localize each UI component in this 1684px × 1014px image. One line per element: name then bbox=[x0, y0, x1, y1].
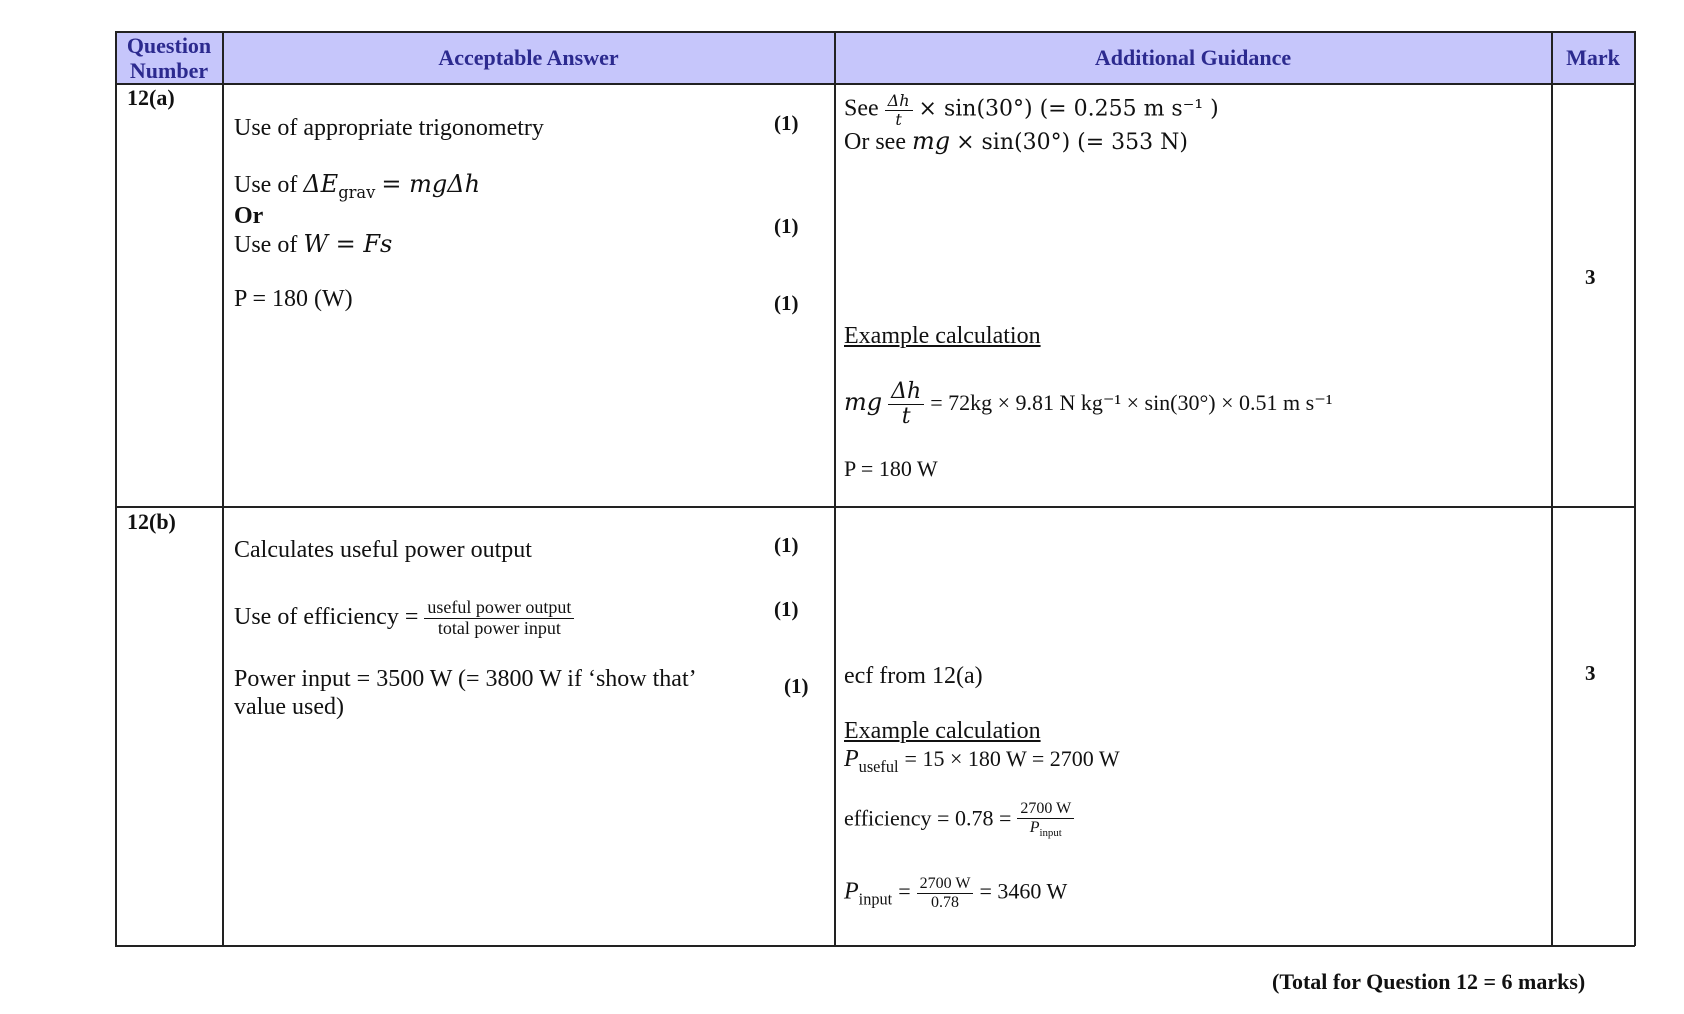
answer-12b-mark-2: (1) bbox=[774, 597, 799, 621]
guidance-12b-eff-num: 2700 W bbox=[1017, 800, 1074, 819]
table-header-divider bbox=[115, 83, 1635, 85]
guidance-12b-eff-lhs: efficiency = 0.78 = bbox=[844, 805, 1012, 831]
header-mark-label: Mark bbox=[1566, 44, 1620, 70]
guidance-12b-eff-den-sub: input bbox=[1039, 826, 1062, 839]
column-divider-1 bbox=[222, 31, 224, 946]
answer-12a-power: P = 180 (W) bbox=[234, 286, 353, 312]
table-border-top bbox=[115, 31, 1635, 33]
guidance-12b-efficiency bbox=[844, 800, 1074, 840]
column-divider-2 bbox=[834, 31, 836, 946]
guidance-12a-example-heading: Example calculation bbox=[844, 323, 1041, 349]
answer-12a-mark-2: (1) bbox=[774, 214, 799, 238]
guidance-12a-calc-rhs: = 72kg × 9.81 N kg⁻¹ × sin(30°) × 0.51 m s⁻¹ bbox=[930, 390, 1333, 416]
guidance-12a-calc-frac-num: Δh bbox=[888, 380, 924, 405]
guidance-12b-input-num: 2700 W bbox=[917, 875, 974, 894]
answer-12a-or: Or bbox=[234, 203, 264, 229]
table-border-left bbox=[115, 31, 117, 946]
guidance-12a-calculation bbox=[844, 380, 1332, 429]
header-acceptable-answer-label: Acceptable Answer bbox=[438, 44, 619, 70]
answer-12a-delta-e: ΔE bbox=[303, 170, 339, 198]
guidance-12b-useful-sub: useful bbox=[858, 756, 899, 776]
guidance-12a-calc-fraction bbox=[888, 380, 924, 429]
guidance-12b-example-heading: Example calculation bbox=[844, 718, 1041, 744]
guidance-12b-input-eq: = bbox=[898, 878, 911, 904]
answer-12b-frac-den: total power input bbox=[437, 617, 561, 638]
guidance-12a-calc-frac-den: t bbox=[901, 404, 911, 430]
guidance-12a-result: P = 180 W bbox=[844, 456, 938, 481]
answer-12b-power-input-line2: value used) bbox=[234, 694, 344, 720]
answer-12b-efficiency-label: Use of efficiency = bbox=[234, 603, 419, 630]
answer-12a-mark-3: (1) bbox=[774, 291, 799, 315]
guidance-12a-or-see-mg: mg bbox=[911, 127, 951, 155]
header-additional-guidance-label: Additional Guidance bbox=[1094, 44, 1292, 70]
answer-12b-power-input-line1: Power input = 3500 W (= 3800 W if ‘show that’ bbox=[234, 666, 697, 692]
answer-12a-mgdh: = mgΔh bbox=[381, 170, 481, 198]
guidance-12b-input bbox=[844, 875, 1067, 913]
answer-12b-useful-power: Calculates useful power output bbox=[234, 537, 532, 563]
guidance-12a-or-see-rest: × sin(30°) (= 353 N) bbox=[956, 130, 1188, 155]
guidance-12b-ecf: ecf from 12(a) bbox=[844, 663, 983, 689]
guidance-12a-see-label: See bbox=[844, 95, 879, 122]
guidance-12b-useful-rhs: = 15 × 180 W = 2700 W bbox=[904, 746, 1120, 771]
guidance-12b-input-den: 0.78 bbox=[931, 893, 960, 911]
guidance-12b-useful bbox=[844, 745, 1120, 781]
header-acceptable-answer bbox=[223, 32, 834, 83]
guidance-12a-or-see bbox=[844, 127, 1188, 157]
total-mark-12a: 3 bbox=[1585, 265, 1596, 289]
answer-12a-use-of-label-2: Use of bbox=[234, 232, 298, 258]
guidance-12b-input-p: P bbox=[844, 878, 859, 905]
guidance-12a-see-frac-den: t bbox=[895, 109, 902, 129]
total-mark-12b: 3 bbox=[1585, 661, 1596, 685]
answer-12b-mark-3: (1) bbox=[784, 674, 809, 698]
guidance-12b-eff-den bbox=[1027, 819, 1065, 840]
column-divider-3 bbox=[1551, 31, 1553, 946]
header-mark bbox=[1552, 32, 1634, 83]
answer-12a-use-of-label: Use of bbox=[234, 172, 298, 198]
table-border-bottom bbox=[115, 945, 1635, 947]
answer-12a-work-formula bbox=[234, 230, 392, 259]
guidance-12b-eff-fraction bbox=[1017, 800, 1074, 840]
answer-12b-efficiency bbox=[234, 598, 574, 639]
answer-12b-mark-1: (1) bbox=[774, 533, 799, 557]
question-id-12a: 12(a) bbox=[127, 85, 175, 110]
header-additional-guidance bbox=[835, 32, 1551, 83]
guidance-12a-see bbox=[844, 92, 1219, 128]
guidance-12a-see-fraction bbox=[885, 92, 913, 128]
question-id-12b: 12(b) bbox=[127, 509, 176, 534]
answer-12a-mark-1: (1) bbox=[774, 111, 799, 135]
header-question-number bbox=[116, 32, 222, 83]
guidance-12a-see-frac-num: Δh bbox=[885, 92, 913, 111]
table-border-right bbox=[1634, 31, 1636, 946]
answer-12a-energy-formula bbox=[234, 170, 480, 207]
answer-12a-wfs: W = Fs bbox=[303, 230, 393, 258]
header-question-number-label: Question Number bbox=[126, 32, 212, 83]
guidance-12b-input-fraction bbox=[917, 875, 974, 911]
guidance-12a-see-rest: × sin(30°) (= 0.255 m s⁻¹ ) bbox=[918, 96, 1219, 122]
answer-12b-efficiency-fraction bbox=[424, 598, 574, 639]
guidance-12b-eff-den-p: P bbox=[1029, 818, 1040, 836]
guidance-12b-input-rhs: = 3460 W bbox=[979, 878, 1068, 904]
answer-12a-grav-sub: grav bbox=[338, 182, 376, 202]
answer-12a-trigonometry: Use of appropriate trigonometry bbox=[234, 115, 544, 141]
guidance-12b-useful-p: P bbox=[844, 746, 859, 772]
guidance-12b-input-sub: input bbox=[858, 889, 893, 909]
answer-12b-frac-num: useful power output bbox=[424, 598, 574, 619]
guidance-12a-or-see-label: Or see bbox=[844, 129, 906, 155]
total-for-question: (Total for Question 12 = 6 marks) bbox=[1272, 969, 1586, 994]
table-row-divider bbox=[115, 506, 1635, 508]
guidance-12a-calc-mg: mg bbox=[844, 388, 883, 417]
